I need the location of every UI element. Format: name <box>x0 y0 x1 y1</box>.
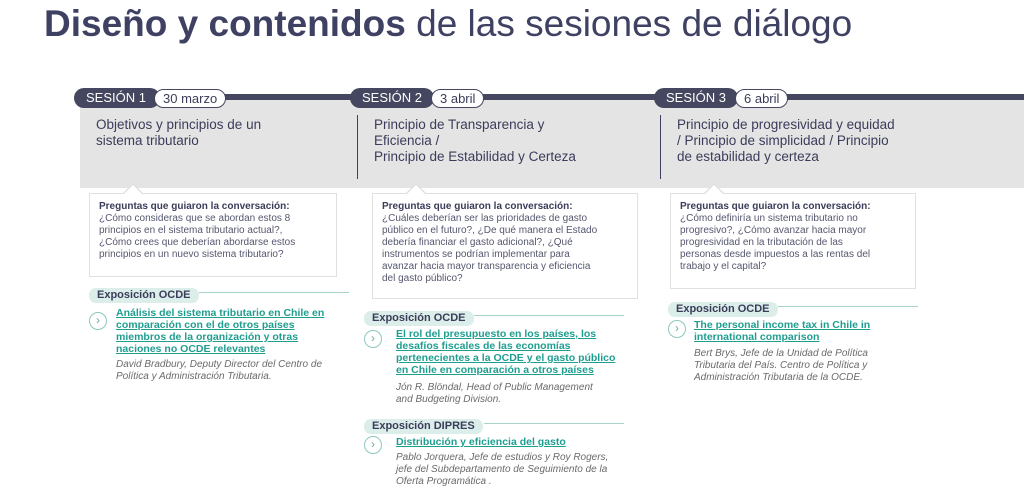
callout-arrow <box>703 183 725 194</box>
session-2-dipres-link[interactable]: Distribución y eficiencia del gasto <box>396 436 566 448</box>
session-2-dipres-item <box>364 435 634 495</box>
callout-arrow <box>405 183 427 194</box>
expo-divider <box>484 423 624 424</box>
session-3-heading: Principio de progresividad y equidad / Principio de simplicidad / Principio de estabilidad y certeza <box>677 117 895 164</box>
session-1-label: SESIÓN 1 <box>74 88 160 108</box>
session-divider <box>357 115 358 179</box>
session-2-heading: Principio de Transparencia y Eficiencia / Principio de Estabilidad y Certeza <box>374 117 576 164</box>
session-2-expo-link[interactable]: El rol del presupuesto en los países, los desafíos fiscales de las economías pertenecientes a la OCDE y el gasto público en Chile en comparación a otros países <box>396 328 616 376</box>
page-title-bold: Diseño y contenidos <box>44 3 406 44</box>
session-2-expo-author: Jón R. Blöndal, Head of Public Management and Budgeting Division. <box>396 382 593 405</box>
session-3-expo-link[interactable]: The personal income tax in Chile in international comparison <box>694 319 871 343</box>
session-1-expo-link[interactable]: Análisis del sistema tributario en Chile en comparación con el de otros países miembros de la organización y otras naciones no OCDE relevantes <box>116 307 325 355</box>
chevron-right-icon[interactable]: › <box>364 436 382 454</box>
session-3-questions-box <box>670 193 916 289</box>
page-title <box>44 2 852 46</box>
session-divider <box>660 115 661 179</box>
session-3-label: SESIÓN 3 <box>654 88 738 108</box>
questions-title: Preguntas que guiaron la conversación: <box>382 201 573 212</box>
questions-text: ¿Cuáles deberían ser las prioridades de gasto público en el futuro?, ¿De qué manera el Estado debería financiar el gasto adicional?, ¿Qué instrumentos se podrían implementar para avanzar hacia mayor transparencia y eficiencia del gasto público? <box>382 213 598 284</box>
chevron-right-icon[interactable]: › <box>364 330 382 348</box>
session-1-heading: Objetivos y principios de un sistema tributario <box>96 117 262 148</box>
expo-divider <box>199 292 349 293</box>
session-2-expo-dipres-label: Exposición DIPRES <box>364 416 483 431</box>
questions-title: Preguntas que guiaron la conversación: <box>99 201 290 212</box>
session-3-expo-ocde-label: Exposición OCDE <box>668 299 778 314</box>
session-2-expo-item <box>364 328 634 408</box>
callout-arrow <box>122 183 144 194</box>
session-3-date: 6 abril <box>735 89 788 108</box>
session-1-expo-ocde-label: Exposición OCDE <box>89 285 199 300</box>
questions-text: ¿Cómo consideras que se abordan estos 8 principios en el sistema tributario actual?, ¿Cómo crees que deberían abordarse estos principios en un nuevo sistema tributario? <box>99 213 296 260</box>
chevron-right-icon[interactable]: › <box>89 312 107 330</box>
session-2-questions-box <box>372 193 638 299</box>
session-1-expo-item <box>89 307 349 387</box>
session-2-dipres-author: Pablo Jorquera, Jefe de estudios y Roy Rogers, jefe del Subdepartamento de Seguimiento de la Oferta Programática . <box>396 452 609 487</box>
chevron-right-icon[interactable]: › <box>668 320 686 338</box>
session-2-label: SESIÓN 2 <box>350 88 434 108</box>
questions-text: ¿Cómo definiría un sistema tributario no progresivo?, ¿Cómo avanzar hacia mayor progresividad en la tributación de las personas desde impuestos a las rentas del trabajo y el capital? <box>680 213 871 272</box>
questions-title: Preguntas que guiaron la conversación: <box>680 201 871 212</box>
expo-divider <box>778 306 918 307</box>
session-1-expo-author: David Bradbury, Deputy Director del Centro de Política y Administración Tributaria. <box>116 359 323 382</box>
session-2-expo-ocde-label: Exposición OCDE <box>364 308 474 323</box>
page-title-rest: de las sesiones de diálogo <box>405 3 853 44</box>
session-1-date: 30 marzo <box>154 89 226 108</box>
session-2-date: 3 abril <box>431 89 484 108</box>
session-3-expo-item <box>668 318 928 388</box>
session-3-expo-author: Bert Brys, Jefe de la Unidad de Política Tributaria del País. Centro de Política y Administración Tributaria de la OCDE. <box>694 348 868 383</box>
session-1-questions-box <box>89 193 337 277</box>
expo-divider <box>474 315 624 316</box>
